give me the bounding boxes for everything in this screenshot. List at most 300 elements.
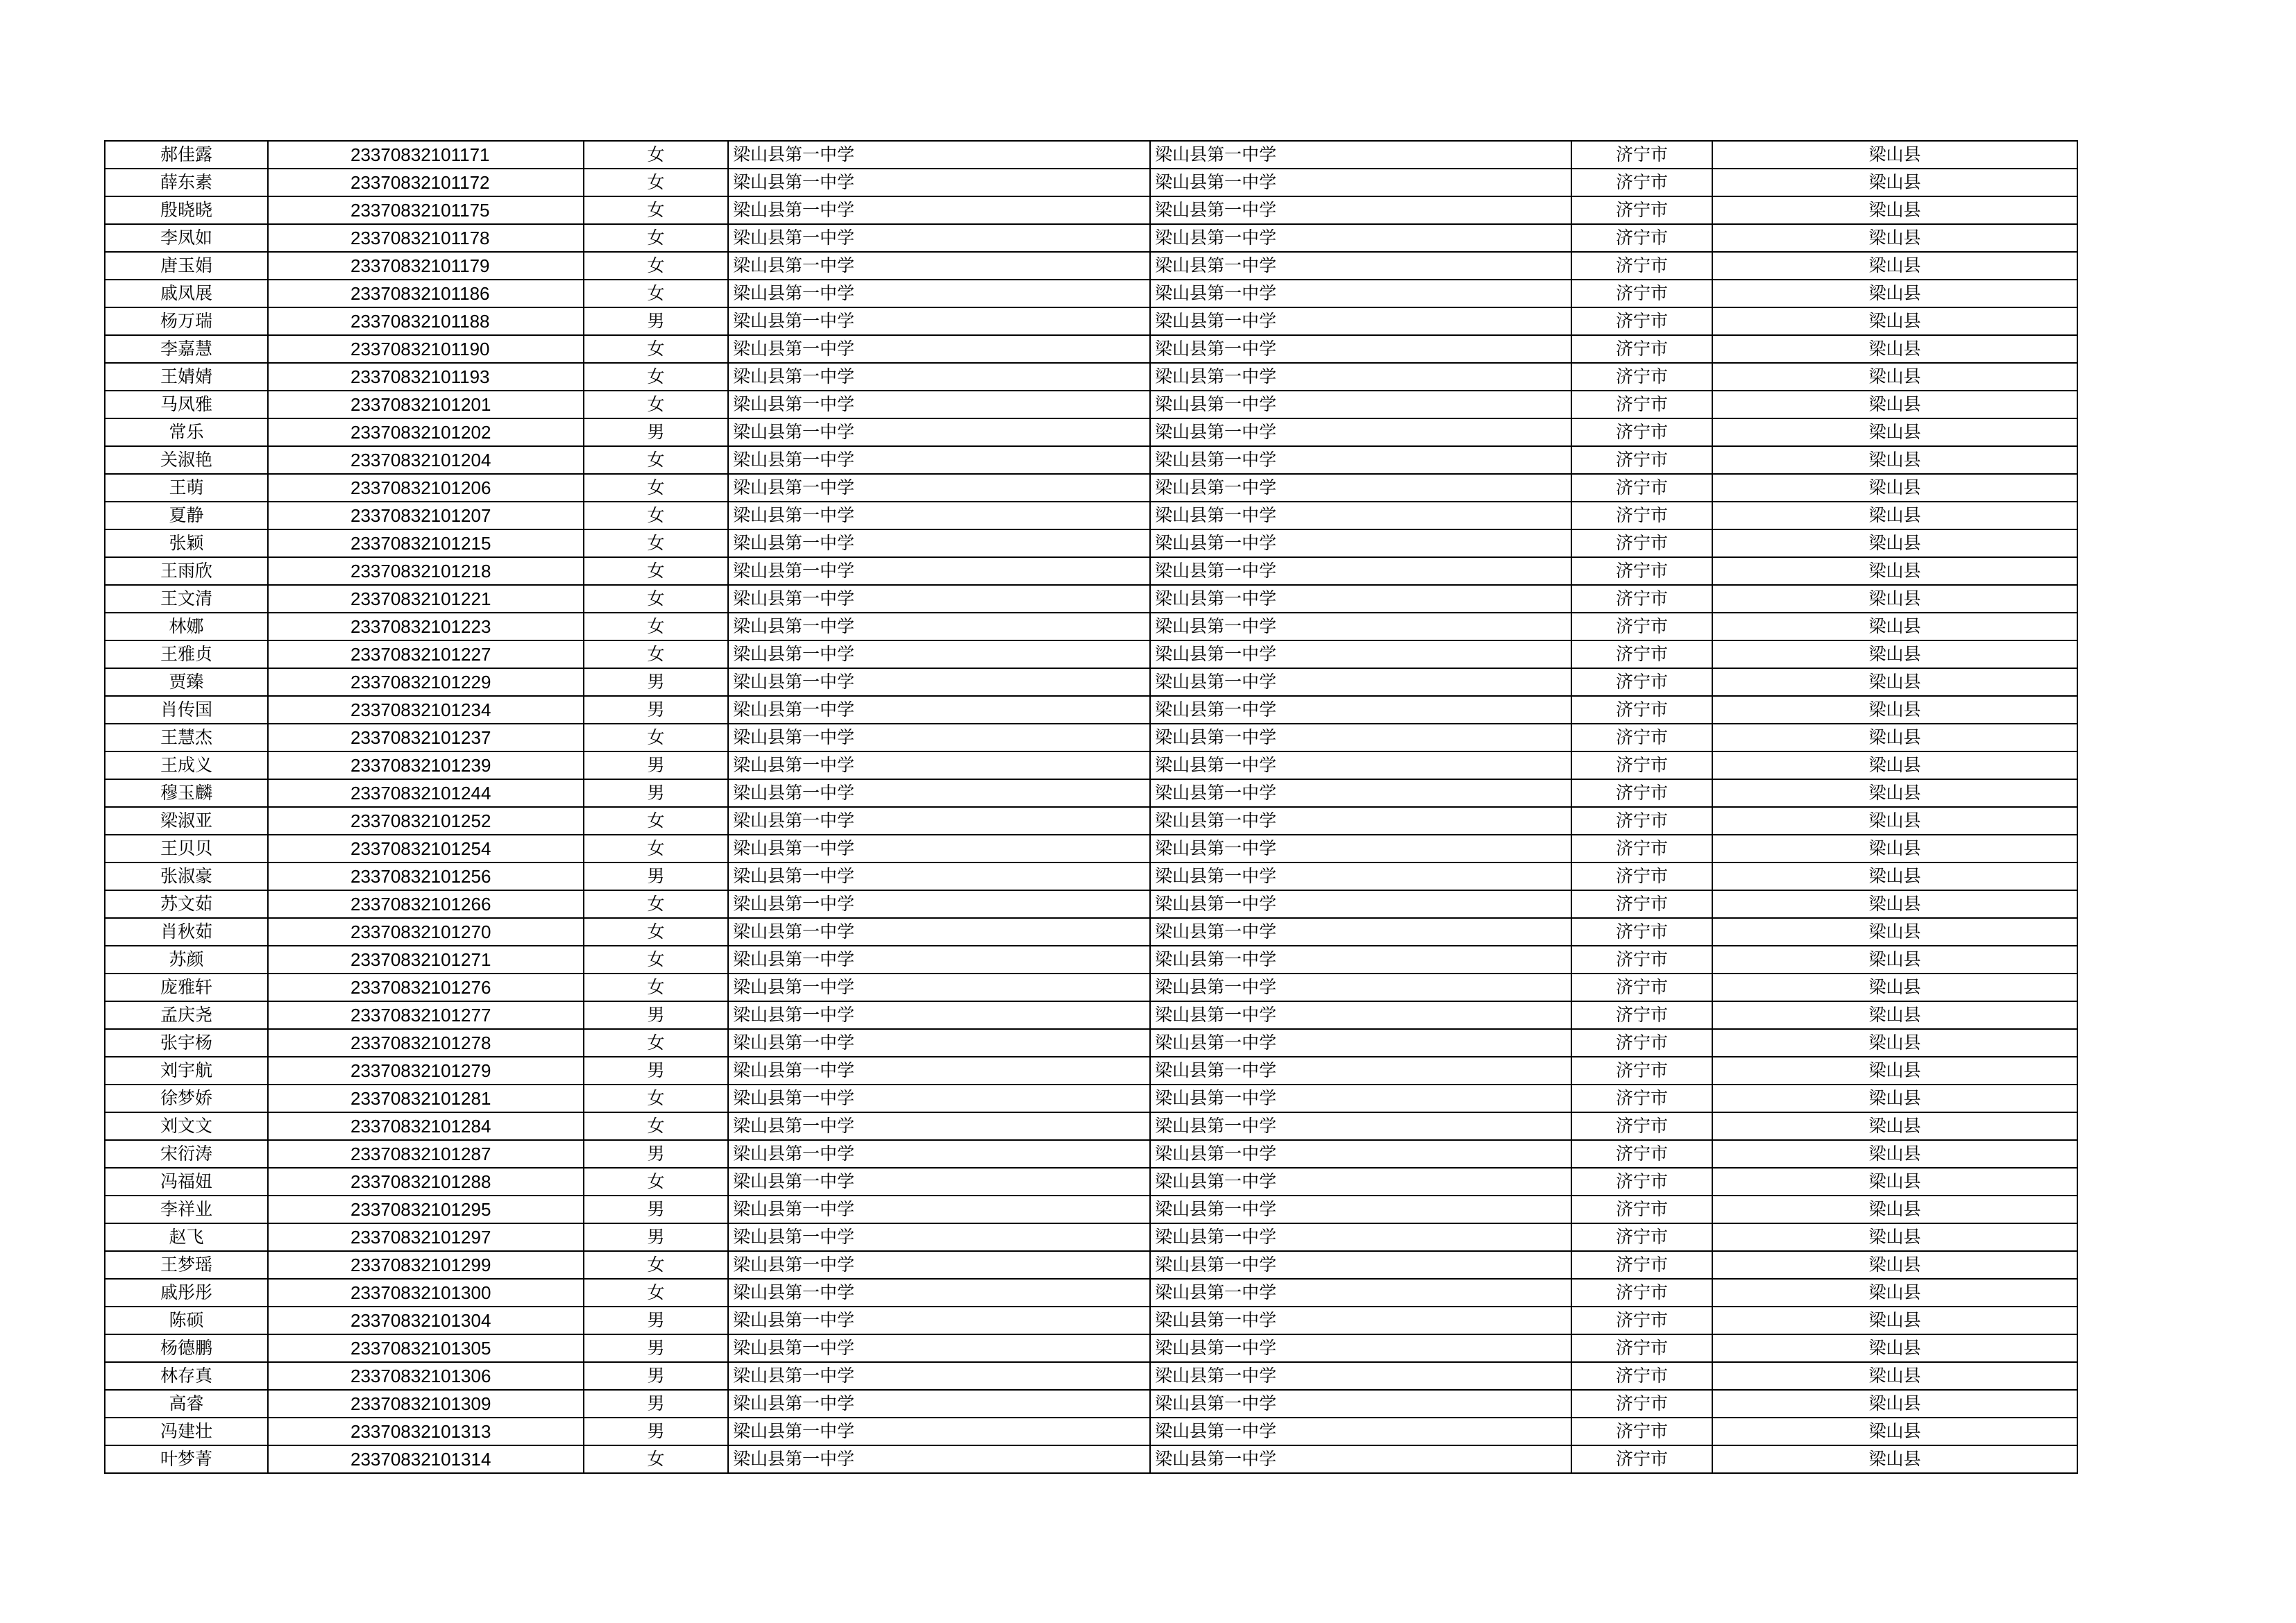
cell-city: 济宁市 [1571,1223,1712,1251]
table-row [105,1445,2077,1473]
cell-city: 济宁市 [1571,890,1712,918]
cell-student-name: 孟庆尧 [105,1001,268,1029]
table-row [105,724,2077,751]
cell-gender: 男 [584,307,728,335]
cell-student-name: 唐玉娟 [105,252,268,280]
cell-city: 济宁市 [1571,1251,1712,1279]
cell-city: 济宁市 [1571,252,1712,280]
cell-school: 梁山县第一中学 [728,974,1150,1001]
cell-exam-number: 23370832101276 [268,974,584,1001]
cell-school: 梁山县第一中学 [728,585,1150,613]
cell-gender: 男 [584,1196,728,1223]
cell-city: 济宁市 [1571,280,1712,307]
cell-city: 济宁市 [1571,529,1712,557]
cell-exam-number: 23370832101281 [268,1085,584,1112]
cell-student-name: 马凤雅 [105,391,268,418]
cell-gender: 女 [584,918,728,946]
cell-exam-number: 23370832101175 [268,196,584,224]
cell-county: 梁山县 [1712,779,2077,807]
table-row [105,585,2077,613]
cell-exam-number: 23370832101207 [268,502,584,529]
cell-gender: 男 [584,779,728,807]
cell-gender: 女 [584,1251,728,1279]
cell-school: 梁山县第一中学 [728,307,1150,335]
cell-student-name: 王文清 [105,585,268,613]
cell-city: 济宁市 [1571,1112,1712,1140]
cell-student-name: 叶梦菁 [105,1445,268,1473]
cell-student-name: 张颖 [105,529,268,557]
cell-school: 梁山县第一中学 [728,474,1150,502]
cell-school: 梁山县第一中学 [728,252,1150,280]
cell-school: 梁山县第一中学 [728,446,1150,474]
cell-student-name: 常乐 [105,418,268,446]
cell-student-name: 刘文文 [105,1112,268,1140]
table-row [105,1001,2077,1029]
cell-gender: 女 [584,974,728,1001]
cell-enrolled-school: 梁山县第一中学 [1150,613,1571,640]
cell-exam-number: 23370832101266 [268,890,584,918]
cell-city: 济宁市 [1571,863,1712,890]
cell-city: 济宁市 [1571,418,1712,446]
cell-enrolled-school: 梁山县第一中学 [1150,252,1571,280]
cell-school: 梁山县第一中学 [728,668,1150,696]
cell-county: 梁山县 [1712,1057,2077,1085]
cell-county: 梁山县 [1712,557,2077,585]
cell-enrolled-school: 梁山县第一中学 [1150,418,1571,446]
cell-city: 济宁市 [1571,1085,1712,1112]
cell-county: 梁山县 [1712,363,2077,391]
table-body [105,141,2077,1473]
table-row [105,1196,2077,1223]
student-roster-table [104,140,2078,1474]
cell-gender: 男 [584,1057,728,1085]
table-row [105,1251,2077,1279]
cell-student-name: 徐梦娇 [105,1085,268,1112]
cell-school: 梁山县第一中学 [728,363,1150,391]
cell-student-name: 王婧婧 [105,363,268,391]
cell-enrolled-school: 梁山县第一中学 [1150,529,1571,557]
table-row [105,613,2077,640]
cell-enrolled-school: 梁山县第一中学 [1150,974,1571,1001]
cell-enrolled-school: 梁山县第一中学 [1150,779,1571,807]
cell-student-name: 宋衍涛 [105,1140,268,1168]
cell-school: 梁山县第一中学 [728,1362,1150,1390]
cell-school: 梁山县第一中学 [728,196,1150,224]
cell-gender: 女 [584,169,728,196]
table-row [105,1362,2077,1390]
cell-student-name: 戚凤展 [105,280,268,307]
cell-exam-number: 23370832101270 [268,918,584,946]
cell-gender: 男 [584,1334,728,1362]
table-row [105,946,2077,974]
cell-student-name: 殷晓晓 [105,196,268,224]
cell-gender: 女 [584,835,728,863]
cell-enrolled-school: 梁山县第一中学 [1150,280,1571,307]
cell-student-name: 肖传国 [105,696,268,724]
table-row [105,418,2077,446]
cell-county: 梁山县 [1712,1390,2077,1418]
cell-city: 济宁市 [1571,918,1712,946]
cell-school: 梁山县第一中学 [728,863,1150,890]
cell-exam-number: 23370832101304 [268,1307,584,1334]
cell-enrolled-school: 梁山县第一中学 [1150,918,1571,946]
cell-exam-number: 23370832101306 [268,1362,584,1390]
cell-enrolled-school: 梁山县第一中学 [1150,474,1571,502]
cell-exam-number: 23370832101287 [268,1140,584,1168]
cell-exam-number: 23370832101190 [268,335,584,363]
cell-city: 济宁市 [1571,557,1712,585]
cell-county: 梁山县 [1712,918,2077,946]
cell-student-name: 肖秋茹 [105,918,268,946]
cell-exam-number: 23370832101254 [268,835,584,863]
cell-county: 梁山县 [1712,1251,2077,1279]
cell-county: 梁山县 [1712,474,2077,502]
cell-county: 梁山县 [1712,1279,2077,1307]
cell-school: 梁山县第一中学 [728,557,1150,585]
cell-county: 梁山县 [1712,1418,2077,1445]
cell-school: 梁山县第一中学 [728,1445,1150,1473]
cell-county: 梁山县 [1712,1223,2077,1251]
cell-gender: 女 [584,724,728,751]
cell-enrolled-school: 梁山县第一中学 [1150,363,1571,391]
cell-enrolled-school: 梁山县第一中学 [1150,557,1571,585]
cell-student-name: 梁淑亚 [105,807,268,835]
cell-gender: 男 [584,418,728,446]
cell-enrolled-school: 梁山县第一中学 [1150,1307,1571,1334]
cell-county: 梁山县 [1712,252,2077,280]
cell-county: 梁山县 [1712,196,2077,224]
cell-city: 济宁市 [1571,1418,1712,1445]
cell-enrolled-school: 梁山县第一中学 [1150,1445,1571,1473]
cell-enrolled-school: 梁山县第一中学 [1150,196,1571,224]
cell-student-name: 庞雅轩 [105,974,268,1001]
cell-exam-number: 23370832101299 [268,1251,584,1279]
cell-school: 梁山县第一中学 [728,1140,1150,1168]
table-row [105,696,2077,724]
cell-county: 梁山县 [1712,307,2077,335]
cell-exam-number: 23370832101313 [268,1418,584,1445]
cell-exam-number: 23370832101237 [268,724,584,751]
table-row [105,1168,2077,1196]
cell-county: 梁山县 [1712,529,2077,557]
cell-school: 梁山县第一中学 [728,779,1150,807]
cell-gender: 女 [584,141,728,169]
cell-enrolled-school: 梁山县第一中学 [1150,1168,1571,1196]
cell-gender: 女 [584,1085,728,1112]
cell-school: 梁山县第一中学 [728,1390,1150,1418]
cell-exam-number: 23370832101202 [268,418,584,446]
cell-city: 济宁市 [1571,169,1712,196]
cell-gender: 男 [584,751,728,779]
cell-school: 梁山县第一中学 [728,224,1150,252]
cell-gender: 女 [584,1112,728,1140]
cell-gender: 女 [584,1279,728,1307]
cell-exam-number: 23370832101300 [268,1279,584,1307]
cell-gender: 女 [584,640,728,668]
cell-enrolled-school: 梁山县第一中学 [1150,502,1571,529]
cell-gender: 男 [584,668,728,696]
cell-school: 梁山县第一中学 [728,751,1150,779]
cell-city: 济宁市 [1571,1362,1712,1390]
cell-county: 梁山县 [1712,446,2077,474]
cell-gender: 女 [584,807,728,835]
table-row [105,169,2077,196]
cell-school: 梁山县第一中学 [728,418,1150,446]
table-row [105,1334,2077,1362]
cell-county: 梁山县 [1712,335,2077,363]
cell-enrolled-school: 梁山县第一中学 [1150,1362,1571,1390]
cell-gender: 女 [584,474,728,502]
cell-enrolled-school: 梁山县第一中学 [1150,1112,1571,1140]
cell-gender: 女 [584,585,728,613]
table-row [105,779,2077,807]
cell-city: 济宁市 [1571,1279,1712,1307]
cell-student-name: 杨德鹏 [105,1334,268,1362]
cell-student-name: 关淑艳 [105,446,268,474]
cell-school: 梁山县第一中学 [728,169,1150,196]
cell-enrolled-school: 梁山县第一中学 [1150,446,1571,474]
cell-gender: 女 [584,391,728,418]
cell-gender: 女 [584,335,728,363]
cell-gender: 女 [584,502,728,529]
cell-city: 济宁市 [1571,946,1712,974]
cell-exam-number: 23370832101193 [268,363,584,391]
cell-city: 济宁市 [1571,224,1712,252]
cell-school: 梁山县第一中学 [728,1168,1150,1196]
cell-city: 济宁市 [1571,1029,1712,1057]
cell-enrolled-school: 梁山县第一中学 [1150,1223,1571,1251]
cell-school: 梁山县第一中学 [728,141,1150,169]
cell-exam-number: 23370832101239 [268,751,584,779]
cell-student-name: 苏颜 [105,946,268,974]
cell-city: 济宁市 [1571,724,1712,751]
cell-county: 梁山县 [1712,1307,2077,1334]
cell-enrolled-school: 梁山县第一中学 [1150,890,1571,918]
cell-student-name: 冯建壮 [105,1418,268,1445]
cell-school: 梁山县第一中学 [728,835,1150,863]
cell-student-name: 陈硕 [105,1307,268,1334]
cell-enrolled-school: 梁山县第一中学 [1150,585,1571,613]
cell-gender: 男 [584,1418,728,1445]
cell-county: 梁山县 [1712,640,2077,668]
table-row [105,640,2077,668]
cell-gender: 女 [584,1445,728,1473]
cell-school: 梁山县第一中学 [728,1418,1150,1445]
cell-school: 梁山县第一中学 [728,1029,1150,1057]
cell-city: 济宁市 [1571,391,1712,418]
table-row [105,890,2077,918]
table-row [105,1112,2077,1140]
table-row [105,863,2077,890]
cell-city: 济宁市 [1571,779,1712,807]
cell-exam-number: 23370832101271 [268,946,584,974]
cell-school: 梁山县第一中学 [728,1334,1150,1362]
cell-county: 梁山县 [1712,890,2077,918]
cell-exam-number: 23370832101278 [268,1029,584,1057]
cell-school: 梁山县第一中学 [728,1307,1150,1334]
cell-gender: 女 [584,196,728,224]
cell-exam-number: 23370832101179 [268,252,584,280]
cell-school: 梁山县第一中学 [728,529,1150,557]
cell-student-name: 赵飞 [105,1223,268,1251]
cell-gender: 女 [584,363,728,391]
cell-city: 济宁市 [1571,585,1712,613]
cell-enrolled-school: 梁山县第一中学 [1150,1418,1571,1445]
cell-student-name: 苏文茹 [105,890,268,918]
table-row [105,835,2077,863]
cell-student-name: 林存真 [105,1362,268,1390]
cell-exam-number: 23370832101305 [268,1334,584,1362]
table-row [105,918,2077,946]
cell-gender: 男 [584,1140,728,1168]
cell-student-name: 王贝贝 [105,835,268,863]
cell-county: 梁山县 [1712,280,2077,307]
cell-student-name: 郝佳露 [105,141,268,169]
cell-school: 梁山县第一中学 [728,1279,1150,1307]
cell-exam-number: 23370832101229 [268,668,584,696]
table-row [105,1390,2077,1418]
cell-exam-number: 23370832101256 [268,863,584,890]
cell-student-name: 李祥业 [105,1196,268,1223]
cell-city: 济宁市 [1571,751,1712,779]
cell-exam-number: 23370832101186 [268,280,584,307]
table-row [105,1279,2077,1307]
cell-enrolled-school: 梁山县第一中学 [1150,1196,1571,1223]
cell-county: 梁山县 [1712,863,2077,890]
cell-enrolled-school: 梁山县第一中学 [1150,1390,1571,1418]
cell-enrolled-school: 梁山县第一中学 [1150,1251,1571,1279]
table-row [105,1029,2077,1057]
cell-city: 济宁市 [1571,335,1712,363]
cell-county: 梁山县 [1712,1334,2077,1362]
cell-county: 梁山县 [1712,224,2077,252]
cell-enrolled-school: 梁山县第一中学 [1150,335,1571,363]
cell-school: 梁山县第一中学 [728,918,1150,946]
cell-county: 梁山县 [1712,724,2077,751]
cell-city: 济宁市 [1571,1196,1712,1223]
cell-county: 梁山县 [1712,613,2077,640]
cell-student-name: 林娜 [105,613,268,640]
cell-school: 梁山县第一中学 [728,807,1150,835]
cell-student-name: 戚彤彤 [105,1279,268,1307]
cell-school: 梁山县第一中学 [728,946,1150,974]
cell-school: 梁山县第一中学 [728,335,1150,363]
cell-school: 梁山县第一中学 [728,1057,1150,1085]
cell-county: 梁山县 [1712,1001,2077,1029]
cell-county: 梁山县 [1712,391,2077,418]
cell-city: 济宁市 [1571,1390,1712,1418]
cell-school: 梁山县第一中学 [728,1251,1150,1279]
cell-exam-number: 23370832101297 [268,1223,584,1251]
cell-exam-number: 23370832101215 [268,529,584,557]
cell-exam-number: 23370832101206 [268,474,584,502]
table-row [105,1307,2077,1334]
cell-gender: 女 [584,1029,728,1057]
cell-enrolled-school: 梁山县第一中学 [1150,1029,1571,1057]
cell-exam-number: 23370832101277 [268,1001,584,1029]
cell-exam-number: 23370832101234 [268,696,584,724]
cell-gender: 男 [584,863,728,890]
cell-county: 梁山县 [1712,974,2077,1001]
cell-exam-number: 23370832101284 [268,1112,584,1140]
cell-county: 梁山县 [1712,1362,2077,1390]
cell-city: 济宁市 [1571,474,1712,502]
cell-enrolled-school: 梁山县第一中学 [1150,391,1571,418]
cell-county: 梁山县 [1712,585,2077,613]
cell-student-name: 王慧杰 [105,724,268,751]
table-row [105,474,2077,502]
cell-city: 济宁市 [1571,974,1712,1001]
cell-gender: 男 [584,1001,728,1029]
cell-student-name: 王萌 [105,474,268,502]
cell-gender: 女 [584,946,728,974]
cell-county: 梁山县 [1712,141,2077,169]
cell-gender: 男 [584,1362,728,1390]
table-row [105,307,2077,335]
cell-student-name: 王雅贞 [105,640,268,668]
table-row [105,668,2077,696]
cell-school: 梁山县第一中学 [728,696,1150,724]
cell-enrolled-school: 梁山县第一中学 [1150,1279,1571,1307]
cell-gender: 男 [584,696,728,724]
cell-city: 济宁市 [1571,835,1712,863]
cell-county: 梁山县 [1712,169,2077,196]
table-row [105,529,2077,557]
table-row [105,446,2077,474]
table-row [105,751,2077,779]
cell-student-name: 高睿 [105,1390,268,1418]
cell-student-name: 冯福妞 [105,1168,268,1196]
cell-enrolled-school: 梁山县第一中学 [1150,1057,1571,1085]
cell-gender: 男 [584,1307,728,1334]
cell-enrolled-school: 梁山县第一中学 [1150,307,1571,335]
cell-exam-number: 23370832101172 [268,169,584,196]
cell-exam-number: 23370832101288 [268,1168,584,1196]
cell-county: 梁山县 [1712,751,2077,779]
table-row [105,1223,2077,1251]
cell-student-name: 王梦瑶 [105,1251,268,1279]
cell-county: 梁山县 [1712,1085,2077,1112]
cell-city: 济宁市 [1571,1307,1712,1334]
table-row [105,1085,2077,1112]
cell-gender: 女 [584,613,728,640]
cell-enrolled-school: 梁山县第一中学 [1150,751,1571,779]
cell-city: 济宁市 [1571,141,1712,169]
cell-student-name: 杨万瑞 [105,307,268,335]
table-row [105,557,2077,585]
cell-student-name: 李嘉慧 [105,335,268,363]
cell-enrolled-school: 梁山县第一中学 [1150,946,1571,974]
cell-gender: 男 [584,1390,728,1418]
cell-enrolled-school: 梁山县第一中学 [1150,807,1571,835]
cell-school: 梁山县第一中学 [728,1112,1150,1140]
cell-enrolled-school: 梁山县第一中学 [1150,1001,1571,1029]
table-row [105,280,2077,307]
cell-student-name: 张宇杨 [105,1029,268,1057]
table-row [105,252,2077,280]
cell-city: 济宁市 [1571,307,1712,335]
cell-county: 梁山县 [1712,1168,2077,1196]
cell-county: 梁山县 [1712,1196,2077,1223]
cell-school: 梁山县第一中学 [728,1001,1150,1029]
cell-school: 梁山县第一中学 [728,724,1150,751]
cell-student-name: 李凤如 [105,224,268,252]
cell-enrolled-school: 梁山县第一中学 [1150,224,1571,252]
cell-city: 济宁市 [1571,1445,1712,1473]
table-row [105,141,2077,169]
cell-city: 济宁市 [1571,363,1712,391]
cell-city: 济宁市 [1571,640,1712,668]
